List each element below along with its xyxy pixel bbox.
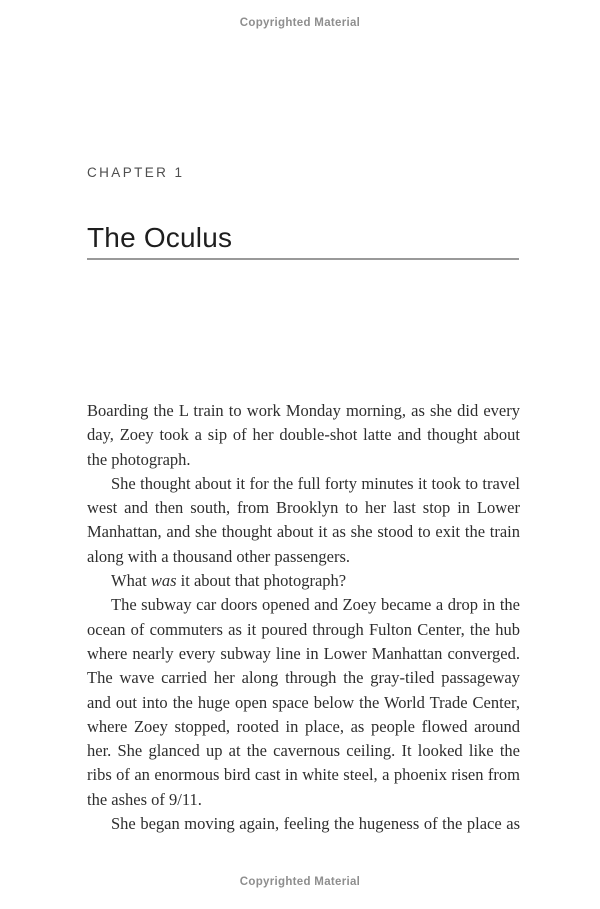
chapter-title: The Oculus bbox=[87, 222, 233, 253]
paragraph bbox=[87, 812, 520, 836]
paragraph bbox=[87, 593, 520, 812]
paragraph bbox=[87, 399, 520, 472]
text-segment: it about that photograph? bbox=[176, 571, 347, 591]
emphasized-text: was bbox=[150, 571, 177, 591]
text-segment: The subway car doors opened and Zoey became a drop in the ocean of commuters as it poured through Fulton Center, the hub where nearly every subway line in Lower Manhattan converged. The wave carried her along through the gray-tiled passageway and out into the huge open space below the World Trade Center, where Zoey stopped, rooted in place, as people flowed around her. She glanced up at the cavernous ceiling. It looked like the ribs of an enormous bird cast in white steel, a phoenix risen from the ashes of 9/11. bbox=[87, 595, 520, 809]
copyright-notice-top: Copyrighted Material bbox=[239, 17, 361, 29]
title-rule-divider bbox=[87, 258, 519, 260]
paragraph bbox=[87, 472, 520, 569]
text-segment: She began moving again, feeling the hugeness of the place as bbox=[111, 814, 520, 834]
chapter-label: CHAPTER 1 bbox=[87, 165, 185, 180]
text-segment: What bbox=[111, 571, 151, 591]
text-segment: She thought about it for the full forty minutes it took to travel west and then south, from Brooklyn to her last stop in Lower Manhattan, and she thought about it as she stood to exit the train along with a thousand other passengers. bbox=[87, 473, 520, 566]
copyright-notice-bottom: Copyrighted Material bbox=[239, 876, 361, 888]
paragraph bbox=[87, 569, 520, 593]
text-segment: Boarding the L train to work Monday morning, as she did every day, Zoey took a sip of her double-shot latte and thought about the photograph. bbox=[87, 401, 520, 469]
body-text bbox=[87, 399, 520, 836]
